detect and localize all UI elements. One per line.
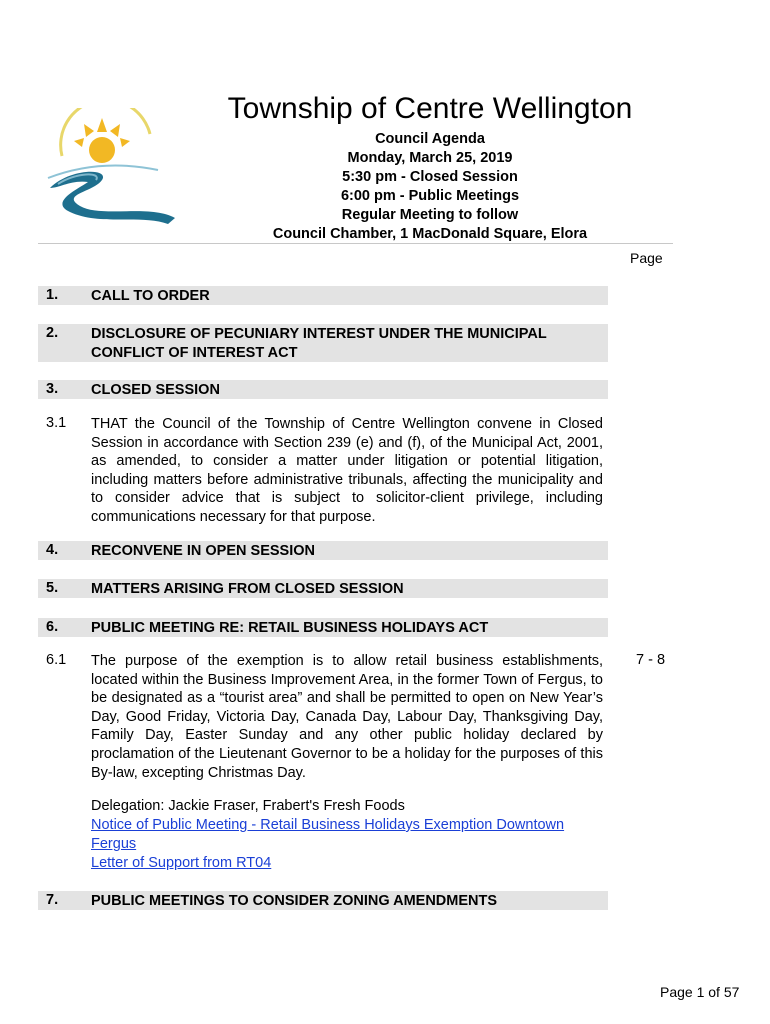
public-meetings-time: 6:00 pm - Public Meetings — [340, 188, 520, 204]
agenda-heading: Council Agenda — [375, 131, 485, 147]
sub-item-text: The purpose of the exemption is to allow retail business establishments, located within the Business Improvement Area, in the former Town of Fergus, to be designated as a “tourist area” and shall be permitted to open on New Year’s Day, Good Friday, Victoria Day, Canada Day, Labour Day, Thanksgiving Day, Family Day, Easter Sunday and any other public holiday declared by proclamation of the Lieutenant Governor to be a holiday for the purposes of this By-law, excepting Christmas Day. — [91, 653, 603, 781]
item-number: 7. — [46, 892, 59, 908]
page-column-label: Page — [630, 250, 663, 266]
letter-of-support-link[interactable]: Letter of Support from RT04 — [91, 855, 272, 871]
item-number: 5. — [46, 580, 59, 596]
page-indicator: Page 1 of 57 — [660, 984, 740, 1000]
item-number: 3. — [46, 381, 59, 397]
sub-item-number: 6.1 — [46, 652, 67, 668]
delegation-note: Delegation: Jackie Fraser, Frabert's Fresh Foods — [91, 798, 405, 814]
item-title-line-2: CONFLICT OF INTEREST ACT — [91, 345, 298, 361]
document-title: Township of Centre Wellington — [227, 92, 633, 125]
meeting-date: Monday, March 25, 2019 — [347, 150, 513, 166]
item-title: PUBLIC MEETINGS TO CONSIDER ZONING AMENDMENTS — [91, 893, 498, 909]
notice-of-public-meeting-link[interactable]: Notice of Public Meeting - Retail Business Holidays Exemption Downtown — [91, 817, 565, 833]
page-reference: 7 - 8 — [636, 652, 666, 668]
sub-item-number: 3.1 — [46, 415, 67, 431]
item-title: CALL TO ORDER — [91, 288, 210, 304]
item-number: 6. — [46, 619, 59, 635]
item-title: MATTERS ARISING FROM CLOSED SESSION — [91, 581, 404, 597]
item-number: 1. — [46, 287, 59, 303]
item-title-line-1: DISCLOSURE OF PECUNIARY INTEREST UNDER THE MUNICIPAL — [91, 326, 547, 342]
header-divider — [38, 243, 673, 244]
item-number: 4. — [46, 542, 59, 558]
item-title: RECONVENE IN OPEN SESSION — [91, 543, 315, 559]
closed-session-time: 5:30 pm - Closed Session — [342, 169, 518, 185]
township-logo — [40, 108, 180, 228]
notice-of-public-meeting-link-cont[interactable]: Fergus — [91, 836, 137, 852]
sub-item-text: THAT the Council of the Township of Centre Wellington convene in Closed Session in accordance with Section 239 (e) and (f), of the Municipal Act, 2001, as amended, to consider a matter under litigation or potential litigation, including matters before administrative tribunals, affecting the municipality and to consider advice that is subject to solicitor-client privilege, including communications necessary for that purpose. — [91, 416, 603, 525]
item-title: CLOSED SESSION — [91, 382, 220, 398]
regular-meeting-note: Regular Meeting to follow — [341, 207, 519, 223]
item-number: 2. — [46, 325, 59, 341]
item-title: PUBLIC MEETING RE: RETAIL BUSINESS HOLIDAYS ACT — [91, 620, 489, 636]
meeting-location: Council Chamber, 1 MacDonald Square, Elora — [272, 226, 588, 242]
